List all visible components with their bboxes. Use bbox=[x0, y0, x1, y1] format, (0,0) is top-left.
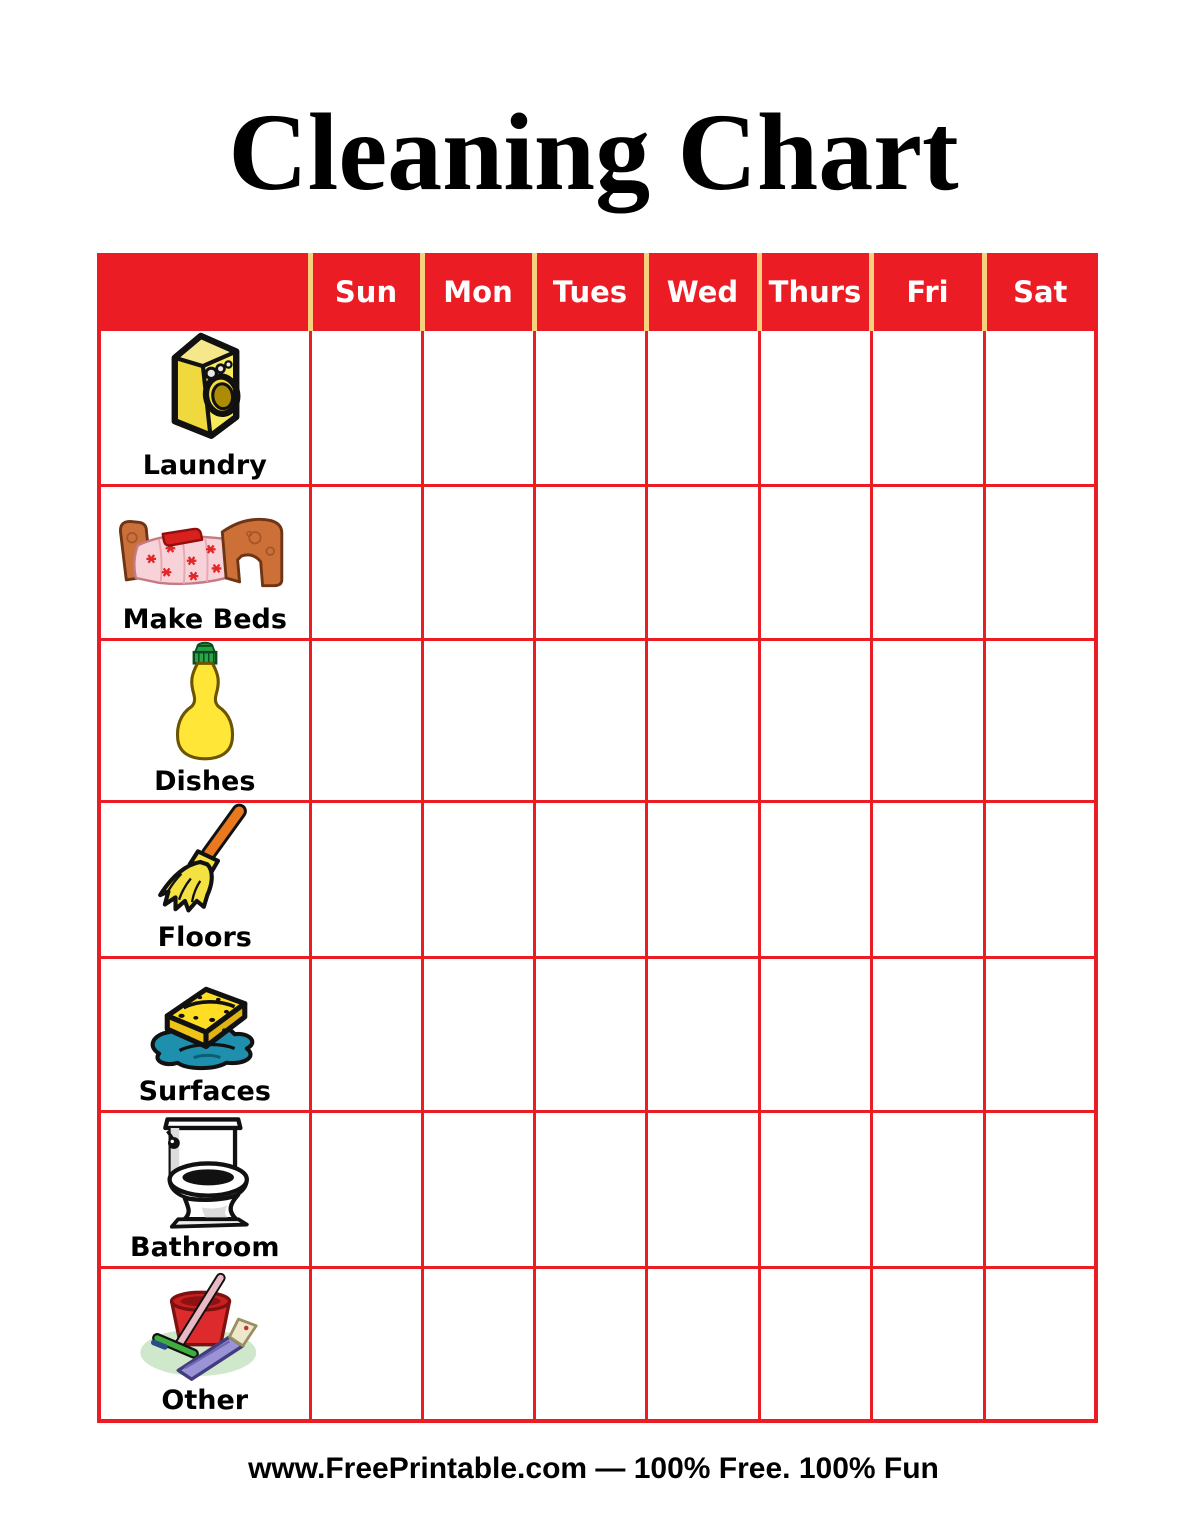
day-header-wed: Wed bbox=[646, 255, 759, 329]
dish-soap-icon bbox=[167, 641, 243, 765]
task-label: Surfaces bbox=[138, 1075, 271, 1107]
grid-cell bbox=[422, 801, 534, 957]
task-label-cell bbox=[99, 329, 310, 485]
grid-cell bbox=[310, 957, 422, 1111]
grid-cell bbox=[422, 329, 534, 485]
grid-cell bbox=[871, 485, 984, 639]
grid-cell bbox=[422, 485, 534, 639]
task-label: Bathroom bbox=[130, 1231, 280, 1263]
footer-text: www.FreePrintable.com — 100% Free. 100% Fun bbox=[248, 1452, 939, 1485]
sponge-icon bbox=[138, 973, 272, 1075]
grid-cell bbox=[534, 1267, 646, 1421]
day-header-sat: Sat bbox=[984, 255, 1096, 329]
grid-cell bbox=[759, 801, 871, 957]
grid-cell bbox=[646, 485, 759, 639]
day-header-mon: Mon bbox=[422, 255, 534, 329]
cleaning-bucket-icon bbox=[127, 1272, 283, 1384]
grid-cell bbox=[646, 1111, 759, 1267]
toilet-icon bbox=[135, 1113, 275, 1231]
grid-cell bbox=[422, 639, 534, 801]
grid-cell bbox=[759, 329, 871, 485]
page-title: Cleaning Chart bbox=[228, 91, 959, 213]
grid-cell bbox=[310, 1111, 422, 1267]
grid-cell bbox=[534, 639, 646, 801]
grid-cell bbox=[534, 485, 646, 639]
grid-cell bbox=[984, 957, 1096, 1111]
grid-cell bbox=[871, 329, 984, 485]
grid-cell bbox=[534, 957, 646, 1111]
day-header-tues: Tues bbox=[534, 255, 646, 329]
grid-cell bbox=[422, 1267, 534, 1421]
grid-cell bbox=[646, 1267, 759, 1421]
grid-cell bbox=[646, 801, 759, 957]
task-label: Other bbox=[161, 1385, 249, 1417]
day-header-fri: Fri bbox=[871, 255, 984, 329]
grid-cell bbox=[871, 957, 984, 1111]
grid-cell bbox=[310, 329, 422, 485]
grid-cell bbox=[759, 639, 871, 801]
row-other bbox=[99, 1267, 1096, 1421]
task-label-cell bbox=[99, 639, 310, 801]
broom-icon bbox=[146, 803, 264, 921]
day-header-thurs: Thurs bbox=[759, 255, 871, 329]
grid-cell bbox=[310, 1267, 422, 1421]
grid-cell bbox=[759, 1267, 871, 1421]
grid-cell bbox=[984, 1111, 1096, 1267]
grid-cell bbox=[984, 801, 1096, 957]
task-label: Floors bbox=[157, 921, 252, 953]
task-label: Laundry bbox=[142, 449, 267, 481]
grid-cell bbox=[984, 485, 1096, 639]
grid-cell bbox=[984, 639, 1096, 801]
header-row bbox=[99, 255, 1096, 329]
task-label: Make Beds bbox=[122, 603, 287, 635]
grid-cell bbox=[759, 957, 871, 1111]
task-label-cell bbox=[99, 801, 310, 957]
row-dishes bbox=[99, 639, 1096, 801]
task-label-cell bbox=[99, 1111, 310, 1267]
row-make-beds bbox=[99, 485, 1096, 639]
task-label: Dishes bbox=[154, 765, 256, 797]
grid-cell bbox=[534, 1111, 646, 1267]
task-label-cell bbox=[99, 957, 310, 1111]
washing-machine-icon bbox=[153, 331, 257, 449]
grid-cell bbox=[984, 1267, 1096, 1421]
row-laundry bbox=[99, 329, 1096, 485]
grid-cell bbox=[534, 801, 646, 957]
grid-cell bbox=[646, 957, 759, 1111]
grid-cell bbox=[871, 1267, 984, 1421]
grid-cell bbox=[646, 639, 759, 801]
row-bathroom bbox=[99, 1111, 1096, 1267]
cleaning-chart-table bbox=[97, 253, 1098, 1423]
grid-cell bbox=[310, 801, 422, 957]
grid-cell bbox=[871, 801, 984, 957]
task-label-cell bbox=[99, 1267, 310, 1421]
grid-cell bbox=[646, 329, 759, 485]
task-label-cell bbox=[99, 485, 310, 639]
grid-cell bbox=[759, 1111, 871, 1267]
row-surfaces bbox=[99, 957, 1096, 1111]
grid-cell bbox=[310, 485, 422, 639]
grid-cell bbox=[984, 329, 1096, 485]
bed-icon bbox=[107, 507, 303, 603]
header-corner-cell bbox=[99, 255, 310, 329]
grid-cell bbox=[871, 639, 984, 801]
row-floors bbox=[99, 801, 1096, 957]
grid-cell bbox=[422, 1111, 534, 1267]
grid-cell bbox=[871, 1111, 984, 1267]
grid-cell bbox=[310, 639, 422, 801]
grid-cell bbox=[422, 957, 534, 1111]
grid-cell bbox=[534, 329, 646, 485]
grid-cell bbox=[759, 485, 871, 639]
day-header-sun: Sun bbox=[310, 255, 422, 329]
